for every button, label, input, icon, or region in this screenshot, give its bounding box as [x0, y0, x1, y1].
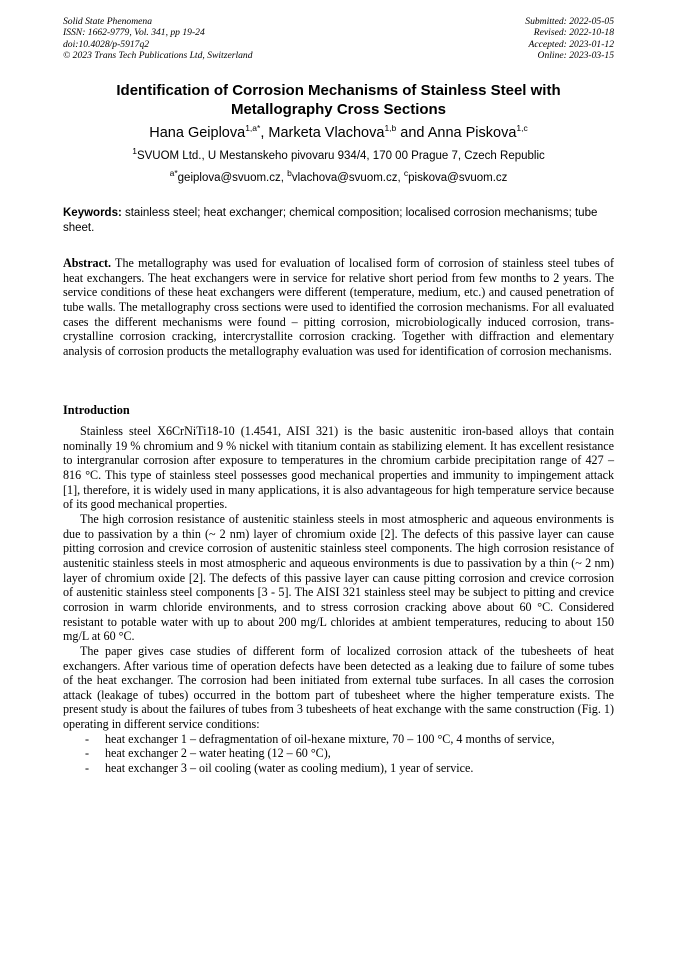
- date-submitted: Submitted: 2022-05-05: [525, 16, 614, 27]
- introduction-body: [63, 424, 614, 776]
- author-affiliation-mark: 1,b: [384, 123, 397, 134]
- email-link[interactable]: piskova@svuom.cz: [408, 172, 508, 184]
- title-line-1: Identification of Corrosion Mechanisms of Stainless Steel with: [116, 82, 561, 99]
- abstract-label: Abstract.: [63, 256, 112, 270]
- author-affiliation-mark: 1,a*: [245, 123, 261, 134]
- keywords-text: stainless steel; heat exchanger; chemical composition; localised corrosion mechanisms; tube sheet.: [63, 207, 598, 234]
- email-separator: ,: [397, 172, 404, 184]
- journal-doi: doi:10.4028/p-5917q2: [63, 38, 150, 50]
- author-name: Marketa Vlachova: [268, 125, 385, 141]
- affiliation-mark: 1: [132, 146, 137, 157]
- journal-name: Solid State Phenomena: [63, 16, 152, 27]
- journal-copyright: © 2023 Trans Tech Publications Ltd, Switzerland: [63, 50, 253, 62]
- list-item: - heat exchanger 2 – water heating (12 – 60 °C),: [63, 746, 614, 761]
- keywords-label: Keywords:: [63, 207, 122, 219]
- title-line-2: Metallography Cross Sections: [230, 101, 447, 118]
- author-conjunction: and: [396, 125, 428, 141]
- keywords: [63, 206, 614, 235]
- date-accepted: Accepted: 2023-01-12: [528, 38, 614, 50]
- email-separator: ,: [280, 172, 288, 184]
- email-link[interactable]: geiplova@svuom.cz: [177, 172, 281, 184]
- author-affiliation-mark: 1,c: [516, 123, 528, 134]
- list-item: - heat exchanger 1 – defragmentation of oil-hexane mixture, 70 – 100 °C, 4 months of service,: [63, 732, 614, 747]
- date-online: Online: 2023-03-15: [537, 50, 614, 62]
- author-emails: [63, 168, 614, 185]
- author-name: Hana Geiplova: [149, 125, 246, 141]
- email-mark: a*: [169, 168, 178, 179]
- publication-dates: [525, 16, 614, 62]
- service-conditions-list: [63, 732, 614, 776]
- paragraph: The high corrosion resistance of austenitic stainless steels in most atmospheric and aqueous environments is due to passivation by a thin (~ 2 nm) layer of chromium oxide [2]. The defects of this passive layer can cause pitting corrosion and crevice corrosion of austenitic stainless steel components. The high corrosion resistance of austenitic stainless steels in most atmospheric and aqueous environments is due to passivation by a thin (~ 2 nm) layer of chromium oxide [2]. The defects of this passive layer can cause pitting corrosion and crevice corrosion of austenitic stainless steel components [3 - 5]. The AISI 321 stainless steel may be subject to pitting and crevice corrosion in warm chloride environments, and to stress corrosion cracking above about 60 °C. Considered resistant to potable water with up to about 200 mg/L chlorides at ambient temperatures, reducing to about 150 mg/L at 60 °C.: [63, 511, 614, 644]
- email-link[interactable]: vlachova@svuom.cz: [291, 172, 398, 184]
- journal-issn: ISSN: 1662-9779, Vol. 341, pp 19-24: [63, 27, 205, 39]
- section-heading-introduction: Introduction: [63, 403, 130, 417]
- list-item: - heat exchanger 3 – oil cooling (water as cooling medium), 1 year of service.: [63, 761, 614, 776]
- affiliation: [63, 146, 614, 163]
- paragraph: Stainless steel X6CrNiTi18-10 (1.4541, AISI 321) is the basic austenitic iron-based alloys that contain nominally 19 % chromium and 9 % nickel with titanium contain as stabilizing element. It has excellent resistance to intergranular corrosion after exposure to temperatures in the chromium carbide precipitation range of 427 – 816 °C. This type of stainless steel possesses good mechanical properties and immunity to impingement attack [1], therefore, it is widely used in many applications, it is also advantageous for high temperature service because of its good mechanical properties.: [63, 424, 614, 512]
- date-revised: Revised: 2022-10-18: [533, 27, 614, 39]
- paper-title: [63, 81, 614, 119]
- paragraph: The paper gives case studies of different form of localized corrosion attack of the tubesheets of heat exchangers. After various time of operation defects have been detected as a leaking due to failure of some tubes of the heat exchanger. The corrosion had been initiated from external tube surfaces. In all cases the corrosion attack (leakage of tubes) occurred in the bottom part of tubesheet where the higher temperature exists. The present study is about the failures of tubes from 3 tubesheets of heat exchange with the same construction (Fig. 1) operating in different service conditions:: [63, 643, 614, 732]
- abstract: [63, 256, 614, 359]
- email-mark: c: [403, 168, 409, 179]
- journal-info: [63, 16, 253, 62]
- email-mark: b: [287, 168, 292, 179]
- abstract-text: The metallography was used for evaluation of localised form of corrosion of stainless steel tubes of heat exchangers. The heat exchangers were in service for relative short period from few months to 2 years. The service conditions of these heat exchangers were different (temperature, medium, etc.) and caused penetration of tube walls. The metallography cross sections were used to identified the corrosion mechanisms. For all evaluated cases the different mechanisms were found – pitting corrosion, microbiologically induced corrosion, trans-crystalline corrosion cracking, intercrystallite corrosion cracking. Together with diffraction and elementary analysis of corrosion products the metallography evaluation was used for identification of corrosion mechanisms.: [63, 256, 614, 358]
- author-list: [63, 124, 614, 142]
- affiliation-text: SVUOM Ltd., U Mestanskeho pivovaru 934/4, 170 00 Prague 7, Czech Republic: [136, 150, 545, 162]
- author-separator: ,: [260, 125, 269, 141]
- author-name: Anna Piskova: [427, 125, 517, 141]
